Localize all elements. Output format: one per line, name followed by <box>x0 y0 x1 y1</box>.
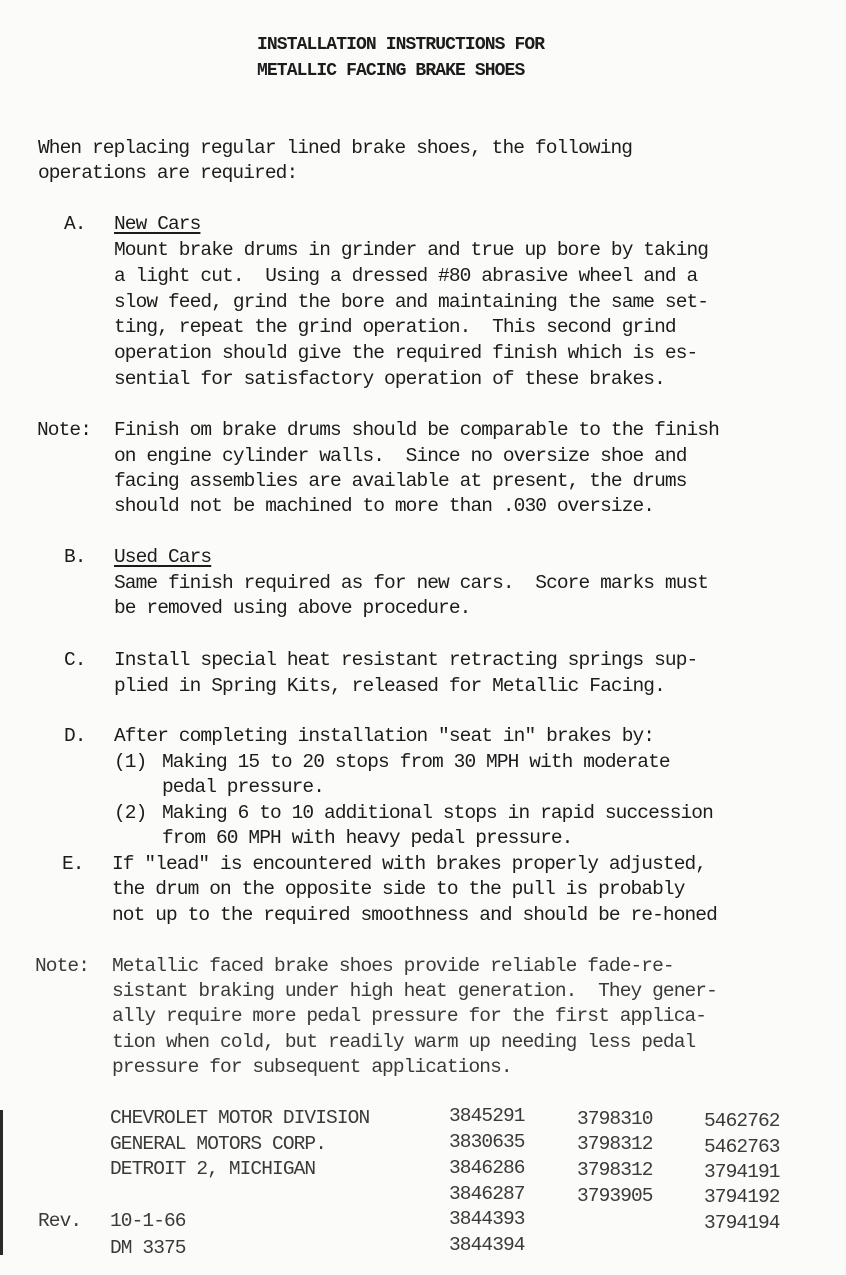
title-line-1: INSTALLATION INSTRUCTIONS FOR <box>257 35 545 55</box>
note-1-line: Finish om brake drums should be comparable to the finish <box>114 419 719 441</box>
part-number: 3794191 <box>704 1161 780 1183</box>
section-a-marker: A. <box>64 213 86 235</box>
part-number: 3830635 <box>449 1131 525 1153</box>
section-e-line: If "lead" is encountered with brakes properly adjusted, <box>112 853 707 875</box>
part-number: 5462763 <box>704 1136 780 1158</box>
section-a-line: operation should give the required finish which is es- <box>114 342 698 364</box>
part-number: 3844394 <box>449 1234 525 1256</box>
section-e-marker: E. <box>62 853 84 875</box>
section-c-line: Install special heat resistant retracting springs sup- <box>114 649 698 671</box>
part-number: 3844393 <box>449 1208 525 1230</box>
rev-label: Rev. <box>38 1210 82 1232</box>
step-2-marker: (2) <box>114 802 147 824</box>
note-1-line: should not be machined to more than .030 oversize. <box>114 495 655 517</box>
footer-address-line: DETROIT 2, MICHIGAN <box>110 1158 316 1180</box>
section-a-heading: New Cars <box>114 213 201 235</box>
section-a-line: Mount brake drums in grinder and true up bore by taking <box>114 239 709 261</box>
note-2-line: Metallic faced brake shoes provide reliable fade-re- <box>112 955 674 977</box>
intro-line-1: When replacing regular lined brake shoes, the following <box>38 137 633 159</box>
note-2-line: pressure for subsequent applications. <box>112 1056 512 1078</box>
section-e-line: the drum on the opposite side to the pull is probably <box>112 878 685 900</box>
section-b-line: be removed using above procedure. <box>114 597 471 619</box>
part-number: 3798310 <box>577 1108 653 1130</box>
section-a-line: a light cut. Using a dressed #80 abrasive wheel and a <box>114 265 698 287</box>
part-number: 3798312 <box>577 1133 653 1155</box>
section-a-line: sential for satisfactory operation of these brakes. <box>114 368 665 390</box>
note-1-marker: Note: <box>37 419 92 441</box>
footer-address-line: CHEVROLET MOTOR DIVISION <box>110 1107 370 1129</box>
step-2-line: Making 6 to 10 additional stops in rapid succession <box>162 802 713 824</box>
section-a-line: ting, repeat the grind operation. This second grind <box>114 316 676 338</box>
part-number: 5462762 <box>704 1110 780 1132</box>
section-c-marker: C. <box>64 649 86 671</box>
part-number: 3846286 <box>449 1157 525 1179</box>
part-number: 3798312 <box>577 1159 653 1181</box>
part-number: 3794194 <box>704 1212 780 1234</box>
scan-edge-mark <box>0 1185 3 1255</box>
section-d-intro: After completing installation "seat in" brakes by: <box>114 725 655 747</box>
footer-address-line: GENERAL MOTORS CORP. <box>110 1133 327 1155</box>
section-d-marker: D. <box>64 725 86 747</box>
step-1-marker: (1) <box>114 751 147 773</box>
note-2-marker: Note: <box>35 955 90 977</box>
part-number: 3793905 <box>577 1185 653 1207</box>
section-b-heading: Used Cars <box>114 546 212 568</box>
step-1-line: Making 15 to 20 stops from 30 MPH with moderate <box>162 751 670 773</box>
part-number: 3845291 <box>449 1105 525 1127</box>
step-1-line: pedal pressure. <box>162 776 325 798</box>
note-1-line: facing assemblies are available at present, the drums <box>114 470 687 492</box>
step-2-line: from 60 MPH with heavy pedal pressure. <box>162 827 573 849</box>
dm-number: DM 3375 <box>110 1237 186 1259</box>
section-b-marker: B. <box>64 546 86 568</box>
part-number: 3846287 <box>449 1183 525 1205</box>
section-c-line: plied in Spring Kits, released for Metallic Facing. <box>114 675 665 697</box>
scan-edge-mark <box>0 1110 3 1190</box>
part-number: 3794192 <box>704 1186 780 1208</box>
section-a-line: slow feed, grind the bore and maintaining the same set- <box>114 291 709 313</box>
section-e-line: not up to the required smoothness and should be re-honed <box>112 904 717 926</box>
section-b-line: Same finish required as for new cars. Score marks must <box>114 572 709 594</box>
note-2-line: sistant braking under high heat generation. They gener- <box>112 980 717 1002</box>
title-line-2: METALLIC FACING BRAKE SHOES <box>257 61 525 81</box>
note-2-line: ally require more pedal pressure for the first applica- <box>112 1005 707 1027</box>
rev-date: 10-1-66 <box>110 1210 186 1232</box>
intro-line-2: operations are required: <box>38 162 298 184</box>
note-1-line: on engine cylinder walls. Since no oversize shoe and <box>114 445 687 467</box>
note-2-line: tion when cold, but readily warm up needing less pedal <box>112 1031 696 1053</box>
